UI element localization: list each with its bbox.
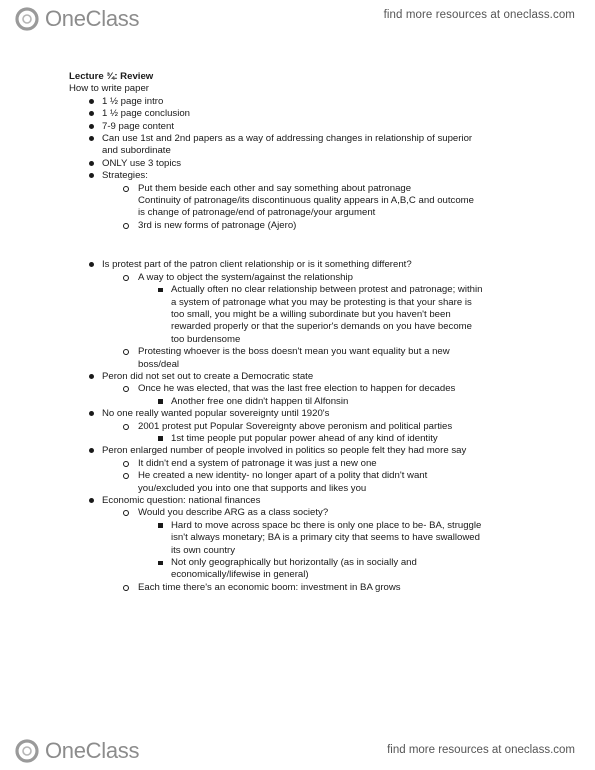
list-item-continued: too small, you might be a willing subordinate but you haven't been [171, 308, 451, 320]
square-bullet-icon [158, 399, 163, 404]
list-item: Can use 1st and 2nd papers as a way of addressing changes in relationship of superior [69, 133, 569, 145]
page-title: Lecture ¾: Review [69, 71, 154, 82]
bullet-icon [89, 124, 94, 129]
circle-bullet-icon [123, 275, 129, 281]
oneclass-logo-footer [14, 738, 139, 764]
bullet-icon [89, 498, 94, 503]
circle-bullet-icon [123, 473, 129, 479]
bullet-icon [89, 111, 94, 116]
list-item: Peron did not set out to create a Democratic state [69, 371, 569, 383]
spacer [69, 232, 569, 259]
list-item-continued: is change of patronage/end of patronage/your argument [138, 207, 376, 219]
bullet-icon [89, 374, 94, 379]
oneclass-logo-icon [14, 6, 44, 32]
circle-bullet-icon [123, 461, 129, 467]
list-item: Peron enlarged number of people involved in politics so people felt they had more say [69, 445, 569, 457]
list-item: Would you describe ARG as a class society? [69, 507, 569, 519]
list-item: 3rd is new forms of patronage (Ajero) [69, 220, 569, 232]
list-item-continued: too burdensome [171, 333, 241, 345]
list-item: He created a new identity- no longer apart of a polity that didn't want [69, 470, 569, 482]
list-item-continued: isn't always monetary; BA is a primary city that seems to have swallowed [171, 532, 480, 544]
bullet-icon [89, 136, 94, 141]
circle-bullet-icon [123, 585, 129, 591]
list-item-continued: Continuity of patronage/its discontinuous quality appears in A,B,C and outcome [138, 195, 474, 207]
circle-bullet-icon [123, 510, 129, 516]
list-item: Is protest part of the patron client relationship or is it something different? [69, 259, 569, 271]
notes-list [69, 96, 569, 594]
list-item: 7-9 page content [69, 121, 569, 133]
bullet-icon [89, 161, 94, 166]
list-item: Once he was elected, that was the last free election to happen for decades [69, 383, 569, 395]
list-item-continued: and subordinate [102, 145, 171, 157]
list-item-continued: a system of patronage what you may be protesting is that your share is [171, 296, 472, 308]
list-item: Not only geographically but horizontally (as in socially and [69, 557, 569, 569]
list-item: A way to object the system/against the relationship [69, 272, 569, 284]
square-bullet-icon [158, 523, 163, 528]
circle-bullet-icon [123, 349, 129, 355]
list-item: No one really wanted popular sovereignty until 1920's [69, 408, 569, 420]
oneclass-logo-text: OneClass [45, 6, 140, 31]
list-item: ONLY use 3 topics [69, 158, 569, 170]
list-item: 1st time people put popular power ahead of any kind of identity [69, 433, 569, 445]
bullet-icon [89, 262, 94, 267]
list-item: Actually often no clear relationship between protest and patronage; within [69, 284, 569, 296]
bullet-icon [89, 411, 94, 416]
list-item: Hard to move across space bc there is only one place to be- BA, struggle [69, 520, 569, 532]
list-item: Economic question: national finances [69, 495, 569, 507]
oneclass-logo [14, 6, 139, 32]
circle-bullet-icon [123, 424, 129, 430]
oneclass-logo-icon [14, 738, 44, 764]
list-item: 1 ½ page intro [69, 96, 569, 108]
resources-link[interactable]: find more resources at oneclass.com [383, 9, 575, 21]
list-item: It didn't end a system of patronage it was just a new one [69, 458, 569, 470]
list-item-continued: its own country [171, 544, 235, 556]
list-item-continued: rewarded properly or that the superior's demands on you have become [171, 321, 473, 333]
list-item: Put them beside each other and say something about patronage [69, 183, 569, 195]
list-item: Each time there's an economic boom: investment in BA grows [69, 582, 569, 594]
circle-bullet-icon [123, 223, 129, 229]
list-item-continued: boss/deal [138, 358, 180, 370]
square-bullet-icon [158, 288, 163, 293]
bullet-icon [89, 173, 94, 178]
list-item-continued: economically/lifewise in general) [171, 569, 309, 581]
list-item-continued: you/excluded you into one that supports and likes you [138, 482, 367, 494]
list-item: 1 ½ page conclusion [69, 108, 569, 120]
square-bullet-icon [158, 436, 163, 441]
list-item: 2001 protest put Popular Sovereignty above peronism and political parties [69, 421, 569, 433]
resources-link-footer[interactable]: find more resources at oneclass.com [387, 744, 575, 756]
bullet-icon [89, 99, 94, 104]
circle-bullet-icon [123, 386, 129, 392]
document-body [69, 71, 569, 594]
page-subtitle: How to write paper [69, 83, 149, 95]
list-item: Strategies: [69, 170, 569, 182]
list-item: Protesting whoever is the boss doesn't mean you want equality but a new [69, 346, 569, 358]
oneclass-logo-text: OneClass [45, 738, 140, 763]
square-bullet-icon [158, 561, 163, 566]
bullet-icon [89, 448, 94, 453]
circle-bullet-icon [123, 186, 129, 192]
list-item: Another free one didn't happen til Alfonsin [69, 396, 569, 408]
